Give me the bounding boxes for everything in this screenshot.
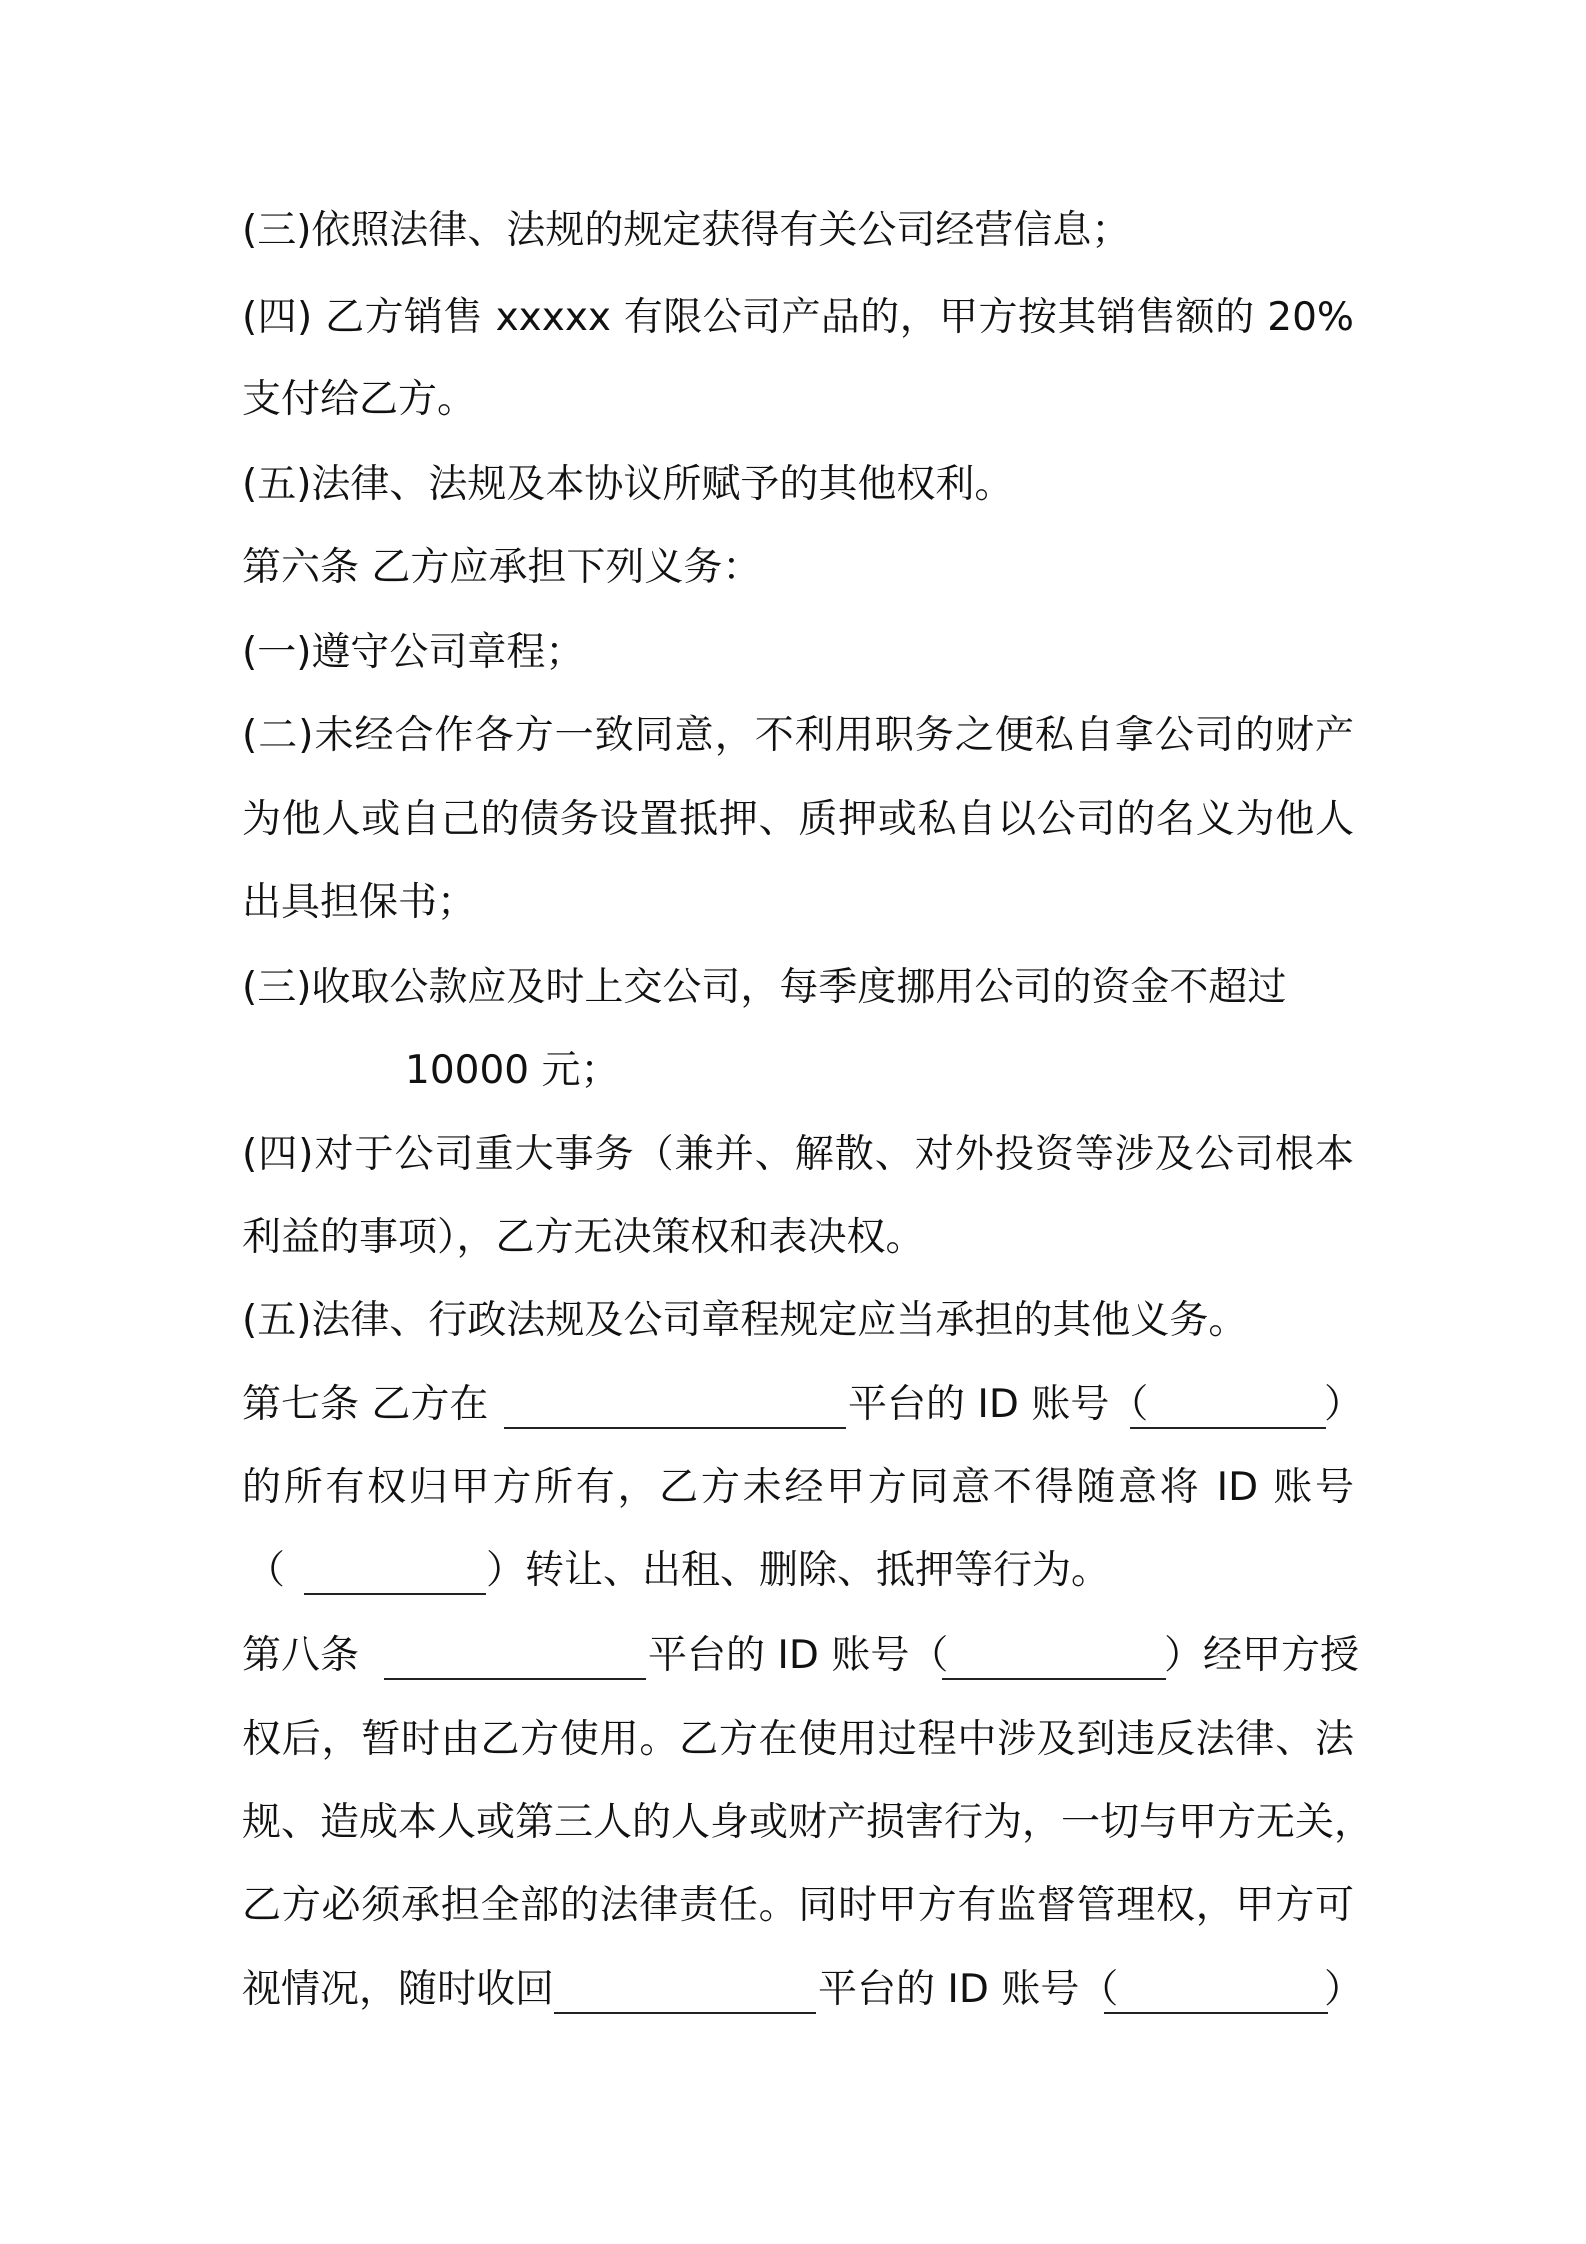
clause-8-line-5-close-paren: ） bbox=[1324, 1967, 1364, 2012]
clause-7-line-2: 的所有权归甲方所有，乙方未经甲方同意不得随意将 ID 账号 bbox=[242, 1465, 1354, 1510]
clause-5-item-4-line-2: 支付给乙方。 bbox=[242, 377, 477, 422]
clause-7-line-3 bbox=[242, 1543, 1354, 1599]
clause-7-mid: 平台的 ID 账号（ bbox=[848, 1382, 1149, 1427]
clause-7-suffix: ）转让、出租、删除、抵押等行为。 bbox=[486, 1548, 1111, 1593]
id-account-blank-3[interactable] bbox=[942, 1678, 1166, 1680]
clause-6-item-4-line-2: 利益的事项），乙方无决策权和表决权。 bbox=[242, 1215, 925, 1260]
clause-6-item-4-line-1: (四)对于公司重大事务（兼并、解散、对外投资等涉及公司根本 bbox=[242, 1132, 1354, 1177]
clause-6-item-1: (一)遵守公司章程； bbox=[242, 630, 585, 675]
clause-6-item-3-line-2: 10000 元； bbox=[405, 1048, 620, 1093]
clause-8-prefix: 第八条 bbox=[242, 1633, 360, 1678]
clause-7-close-paren: ） bbox=[1324, 1382, 1364, 1427]
clause-6-heading: 第六条 乙方应承担下列义务： bbox=[242, 545, 762, 590]
clause-8-line-4: 乙方必须承担全部的法律责任。同时甲方有监督管理权，甲方可 bbox=[242, 1883, 1354, 1928]
clause-7-open-paren: （ bbox=[246, 1548, 286, 1593]
clause-8-mid: 平台的 ID 账号（ bbox=[648, 1633, 949, 1678]
clause-8-line-5 bbox=[242, 1962, 1364, 2018]
id-account-blank-2[interactable] bbox=[304, 1593, 486, 1595]
clause-8-line-5-prefix: 视情况，随时收回 bbox=[242, 1967, 555, 2012]
clause-8-line-2: 权后，暂时由乙方使用。乙方在使用过程中涉及到违反法律、法 bbox=[242, 1717, 1354, 1762]
clause-8-suffix: ）经甲方授 bbox=[1164, 1633, 1360, 1678]
clause-6-item-2-line-3: 出具担保书； bbox=[242, 880, 477, 925]
clause-6-item-3-line-1: (三)收取公款应及时上交公司，每季度挪用公司的资金不超过 bbox=[242, 965, 1287, 1010]
platform-name-blank-2[interactable] bbox=[384, 1678, 646, 1680]
platform-name-blank[interactable] bbox=[504, 1427, 846, 1429]
clause-5-item-5: (五)法律、法规及本协议所赋予的其他权利。 bbox=[242, 462, 1014, 507]
platform-name-blank-3[interactable] bbox=[554, 2012, 816, 2014]
clause-8-line-3: 规、造成本人或第三人的人身或财产损害行为，一切与甲方无关， bbox=[242, 1800, 1374, 1845]
id-account-blank-4[interactable] bbox=[1104, 2012, 1328, 2014]
id-account-blank[interactable] bbox=[1130, 1427, 1326, 1429]
clause-6-item-2-line-2: 为他人或自己的债务设置抵押、质押或私自以公司的名义为他人 bbox=[242, 797, 1354, 842]
clause-8-line-1 bbox=[242, 1628, 1360, 1684]
clause-6-item-2-line-1: (二)未经合作各方一致同意，不利用职务之便私自拿公司的财产 bbox=[242, 713, 1354, 758]
clause-5-item-4-line-1: (四) 乙方销售 xxxxx 有限公司产品的，甲方按其销售额的 20% bbox=[242, 295, 1354, 340]
clause-7-line-1 bbox=[242, 1377, 1364, 1433]
clause-8-line-5-mid: 平台的 ID 账号（ bbox=[818, 1967, 1119, 2012]
clause-5-item-3: (三)依照法律、法规的规定获得有关公司经营信息； bbox=[242, 208, 1131, 253]
clause-6-item-5: (五)法律、行政法规及公司章程规定应当承担的其他义务。 bbox=[242, 1298, 1248, 1343]
clause-7-prefix: 第七条 乙方在 bbox=[242, 1382, 489, 1427]
